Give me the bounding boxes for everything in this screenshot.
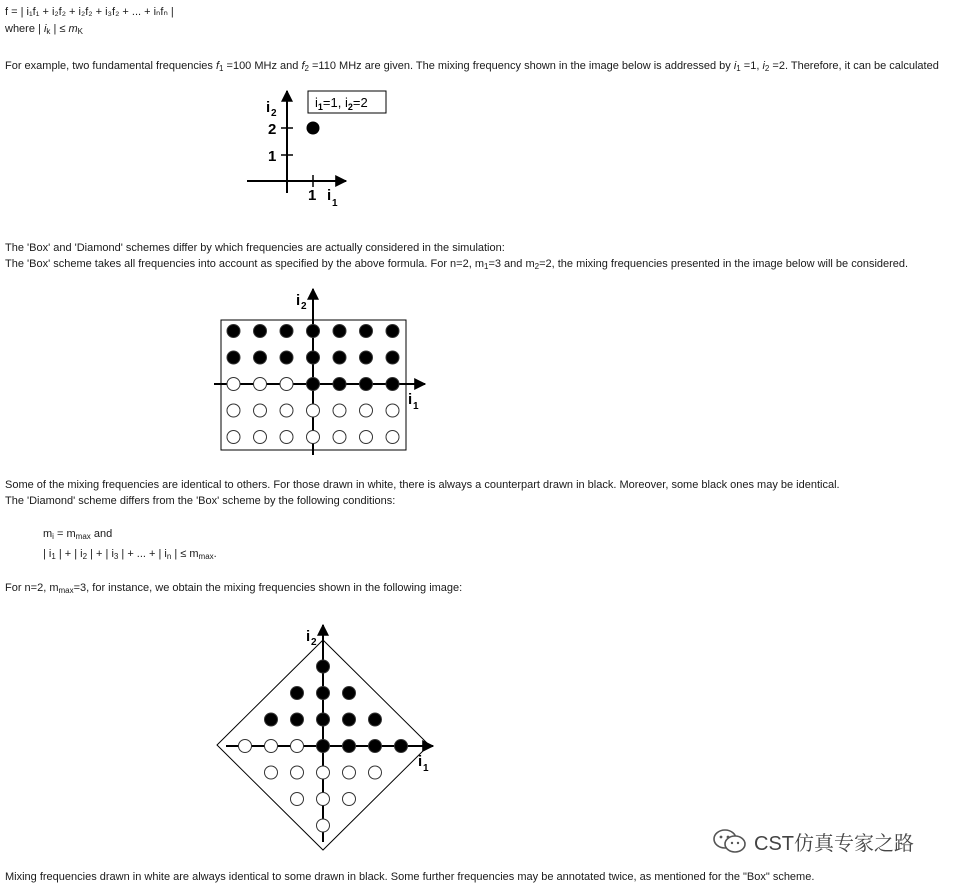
fig1-point <box>307 122 320 135</box>
fig1-ylabel-sub: 2 <box>271 108 277 119</box>
diamond-xlabel-sub: 1 <box>423 763 429 774</box>
diamond-point <box>343 713 356 726</box>
fig1-label: $i_1=1$, $i_2=2$ <box>315 95 368 112</box>
box-point <box>386 431 399 444</box>
diamond-ylabel: i <box>306 628 311 645</box>
box-point <box>280 351 293 364</box>
fig1-xlabel-sub: 1 <box>332 198 338 209</box>
diamond-point <box>291 766 304 779</box>
diamond-point <box>395 740 408 753</box>
box-point <box>386 325 399 338</box>
box-point <box>307 431 320 444</box>
box-ylabel-sub: 2 <box>301 301 307 312</box>
box-point <box>254 431 267 444</box>
fig1-xlabel: i <box>327 187 332 204</box>
box-point <box>227 351 240 364</box>
diamond-point <box>317 819 330 832</box>
diamond-example: For n=2, $m_{max}=3$, for instance, we obtain the mixing frequencies shown in the following image: <box>5 582 463 595</box>
box-point <box>360 431 373 444</box>
diamond-point <box>369 766 382 779</box>
condition-2: | $i_1$ | + | $i_2$ | + | $i_3$ | + ... + | $i_n$ | ≤ $m_{max}$. <box>43 548 217 561</box>
where-line: where | $i_k$ | ≤ $m_K$ <box>5 23 83 36</box>
diamond-point <box>265 766 278 779</box>
box-point <box>360 325 373 338</box>
diamond-point <box>317 660 330 673</box>
diamond-point <box>317 766 330 779</box>
box-point <box>333 404 346 417</box>
diamond-point <box>291 793 304 806</box>
diamond-point <box>265 713 278 726</box>
box-point <box>254 378 267 391</box>
box-point <box>227 404 240 417</box>
diamond-point <box>343 687 356 700</box>
fig1-tick-y1: 1 <box>268 148 277 165</box>
diamond-point <box>343 766 356 779</box>
box-point <box>386 378 399 391</box>
box-xlabel: i <box>408 391 413 408</box>
box-point <box>280 325 293 338</box>
figure-single-point <box>247 91 386 209</box>
identical-note: Some of the mixing frequencies are identical to others. For those drawn in white, there is always a counterpart drawn in black. Moreover, some black ones may be identical. <box>5 479 840 491</box>
diamond-point <box>239 740 252 753</box>
diamond-point <box>369 740 382 753</box>
box-point <box>307 351 320 364</box>
box-point <box>360 404 373 417</box>
figure-diamond-scheme <box>217 625 433 850</box>
box-point <box>280 431 293 444</box>
watermark-text: CST仿真专家之路 <box>754 832 914 855</box>
diamond-point <box>265 740 278 753</box>
diamond-point <box>291 740 304 753</box>
schemes-intro: The 'Box' and 'Diamond' schemes differ by which frequencies are actually considered in the simulation: <box>5 242 505 254</box>
box-point <box>386 351 399 364</box>
box-point <box>333 378 346 391</box>
figure-box-scheme <box>214 289 425 455</box>
box-point <box>254 404 267 417</box>
watermark <box>712 826 914 856</box>
box-point <box>307 378 320 391</box>
box-point <box>386 404 399 417</box>
example-line: For example, two fundamental frequencies $f_1 =100$ MHz and $f_2 =110$ MHz are given. The mixing frequency shown in the image below is addressed by $i_1 =1$, $i_2 =2$. Therefore, it can be calculated <box>5 60 939 73</box>
box-point <box>254 325 267 338</box>
diamond-intro: The 'Diamond' scheme differs from the 'Box' scheme by the following conditions: <box>5 495 396 507</box>
box-point <box>254 351 267 364</box>
diamond-point <box>317 713 330 726</box>
diamond-point <box>369 713 382 726</box>
box-point <box>333 431 346 444</box>
box-xlabel-sub: 1 <box>413 401 419 412</box>
fig1-tick-y2: 2 <box>268 121 277 138</box>
fig1-tick-x1: 1 <box>308 187 317 204</box>
diamond-point <box>291 713 304 726</box>
formula-line: f = | i₁f₁ + i₂f₂ + i₂f₂ + i₃f₂ + ... + iₙfₙ | <box>5 6 174 18</box>
final-note: Mixing frequencies drawn in white are always identical to some drawn in black. Some further frequencies may be annotated twice, as mentioned for the "Box" scheme. <box>5 871 815 883</box>
box-point <box>227 431 240 444</box>
diamond-ylabel-sub: 2 <box>311 637 317 648</box>
box-point <box>333 325 346 338</box>
box-point <box>360 378 373 391</box>
box-point <box>360 351 373 364</box>
box-point <box>227 325 240 338</box>
box-ylabel: i <box>296 292 301 309</box>
box-point <box>307 325 320 338</box>
diamond-point <box>317 687 330 700</box>
box-point <box>280 378 293 391</box>
diamond-point <box>343 740 356 753</box>
box-scheme-line: The 'Box' scheme takes all frequencies into account as specified by the above formula. For n=2, $m_1=3$ and $m_2=2$, the mixing frequencies presented in the image below will be considered. <box>5 258 909 271</box>
diamond-point <box>291 687 304 700</box>
condition-1: $m_i = m_{max}$ and <box>43 528 113 541</box>
wechat-icon <box>712 827 748 855</box>
box-point <box>333 351 346 364</box>
box-point <box>307 404 320 417</box>
diamond-point <box>317 740 330 753</box>
diamond-point <box>343 793 356 806</box>
fig1-ylabel: i <box>266 99 271 116</box>
diamond-point <box>317 793 330 806</box>
box-point <box>280 404 293 417</box>
box-point <box>227 378 240 391</box>
diamond-xlabel: i <box>418 753 423 770</box>
